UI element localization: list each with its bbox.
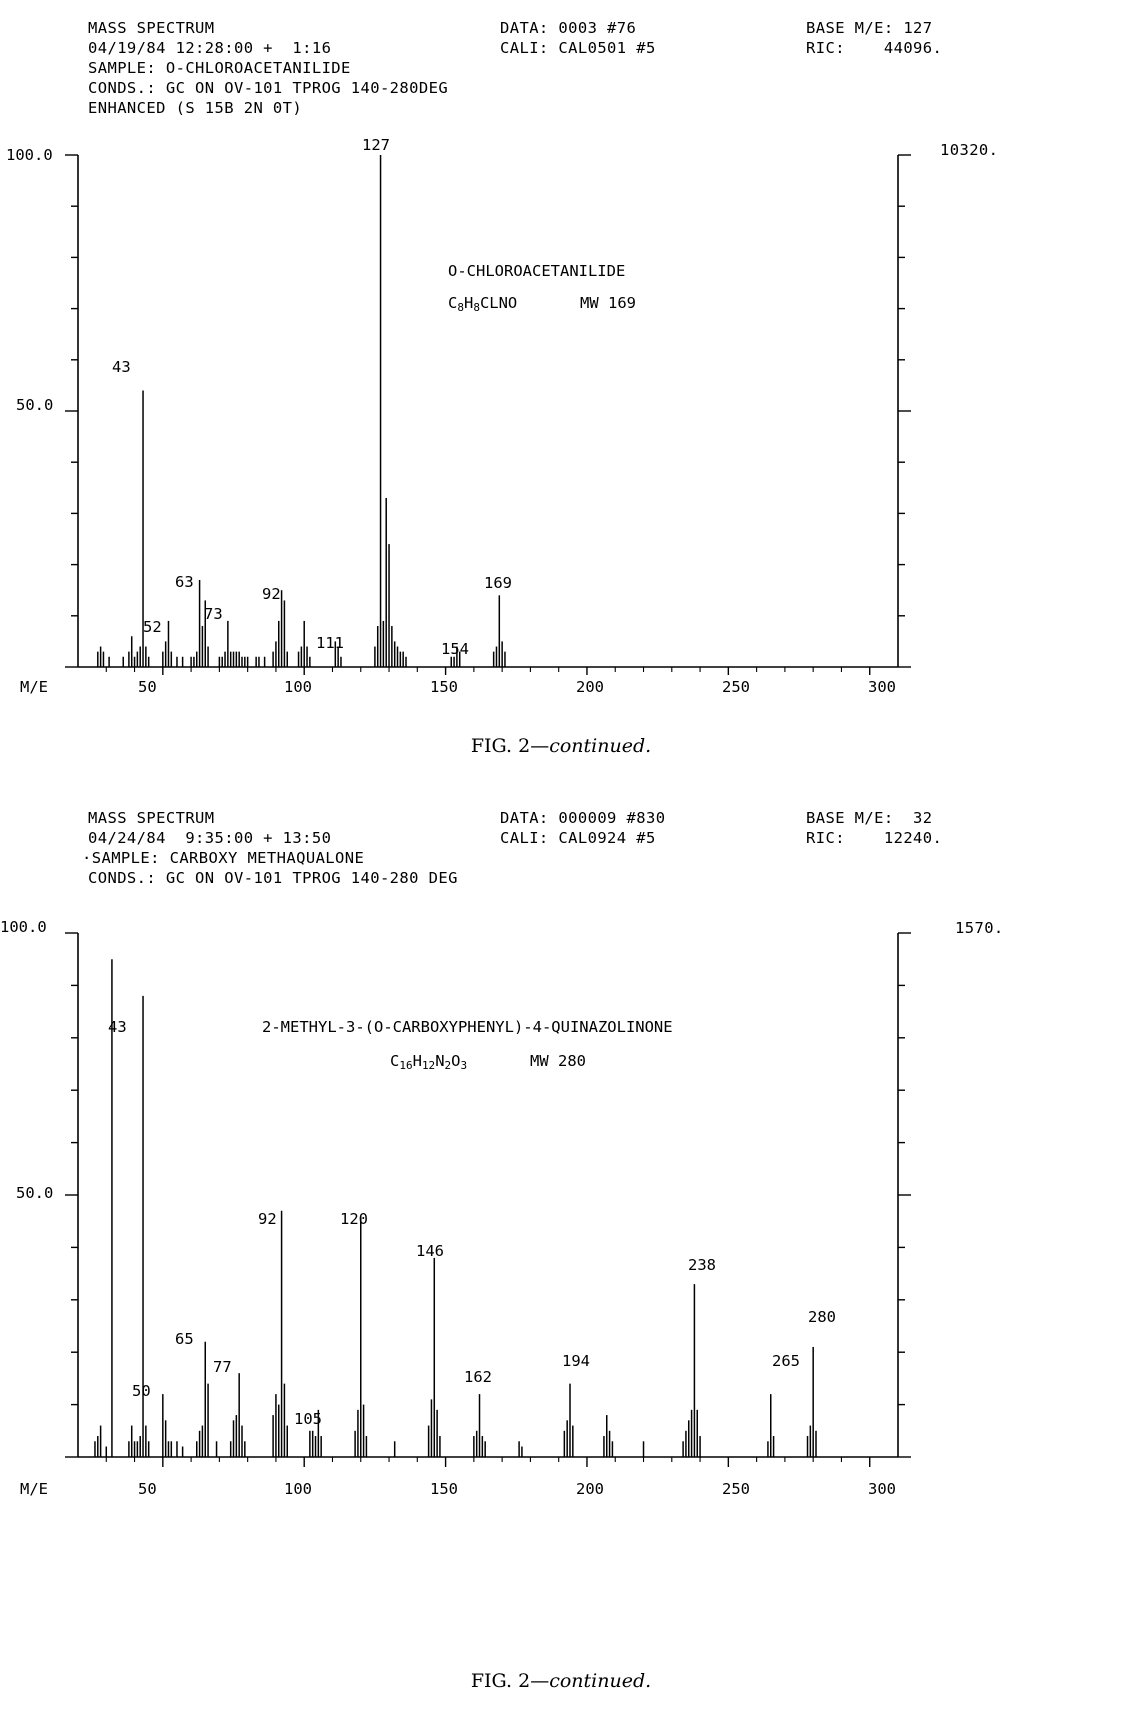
panel2-header-cali: CALI: CAL0924 #5: [500, 829, 656, 847]
panel1-header-base-me: BASE M/E: 127: [806, 19, 933, 37]
panel1-xtick-100: 100: [284, 678, 312, 696]
panel2-header-col1-line3: ·SAMPLE: CARBOXY METHAQUALONE: [82, 849, 365, 867]
panel1-ytick-100: 100.0: [6, 146, 53, 164]
panel2-xaxis-title: M/E: [20, 1480, 48, 1498]
panel1-peak-label-169: 169: [484, 574, 512, 592]
panel2-peak-label-77: 77: [213, 1358, 232, 1376]
panel1-peak-label-43: 43: [112, 358, 131, 376]
panel1-xaxis-title: M/E: [20, 678, 48, 696]
panel2-header-col1-line2: 04/24/84 9:35:00 + 13:50: [88, 829, 332, 847]
panel2-peak-label-238: 238: [688, 1256, 716, 1274]
panel1-peak-label-111: 111: [316, 634, 344, 652]
panel2-xtick-200: 200: [576, 1480, 604, 1498]
panel1-header-data: DATA: 0003 #76: [500, 19, 637, 37]
panel1-peak-label-63: 63: [175, 573, 194, 591]
mass-spectrum-panel-2: [0, 790, 1122, 1727]
panel2-peak-label-50: 50: [132, 1382, 151, 1400]
panel1-header-col1-line5: ENHANCED (S 15B 2N 0T): [88, 99, 303, 117]
panel1-peak-label-73: 73: [204, 605, 223, 623]
mass-spectrum-panel-1: [0, 0, 1122, 800]
panel1-spectrum-plot: [0, 130, 1000, 675]
panel1-peak-label-92: 92: [262, 585, 281, 603]
panel2-xtick-100: 100: [284, 1480, 312, 1498]
panel1-compound-mw: MW 169: [580, 294, 636, 312]
panel1-header-ric: RIC: 44096.: [806, 39, 943, 57]
panel1-header-cali: CALI: CAL0501 #5: [500, 39, 656, 57]
panel2-header-base-me: BASE M/E: 32: [806, 809, 933, 827]
panel1-xtick-50: 50: [138, 678, 157, 696]
panel2-header-col1-line4: CONDS.: GC ON OV-101 TPROG 140-280 DEG: [88, 869, 458, 887]
panel1-header-col1-line1: MASS SPECTRUM: [88, 19, 215, 37]
panel2-header-ric: RIC: 12240.: [806, 829, 943, 847]
panel2-xtick-150: 150: [430, 1480, 458, 1498]
panel2-xtick-50: 50: [138, 1480, 157, 1498]
panel2-peak-label-146: 146: [416, 1242, 444, 1260]
panel1-header-col1-line2: 04/19/84 12:28:00 + 1:16: [88, 39, 332, 57]
panel1-right-scale: 10320.: [940, 141, 999, 159]
panel1-peak-label-154: 154: [441, 640, 469, 658]
panel2-peak-label-43: 43: [108, 1018, 127, 1036]
panel1-header-col1-line3: SAMPLE: O-CHLOROACETANILIDE: [88, 59, 351, 77]
panel1-compound-formula: $C_8H_8CLNO$: [448, 294, 518, 314]
panel1-xtick-200: 200: [576, 678, 604, 696]
panel2-ytick-50: 50.0: [16, 1184, 54, 1202]
panel1-ytick-50: 50.0: [16, 396, 54, 414]
panel2-compound-name: 2-METHYL-3-(O-CARBOXYPHENYL)-4-QUINAZOLINONE: [262, 1018, 673, 1036]
panel1-peak-label-127: 127: [362, 136, 390, 154]
panel2-peak-label-92: 92: [258, 1210, 277, 1228]
panel2-xtick-250: 250: [722, 1480, 750, 1498]
panel2-peak-label-162: 162: [464, 1368, 492, 1386]
panel1-xtick-150: 150: [430, 678, 458, 696]
panel2-peak-label-194: 194: [562, 1352, 590, 1370]
panel1-figure-caption: FIG. 2—continued.: [470, 735, 652, 757]
panel2-ytick-100: 100.0: [0, 918, 47, 936]
panel2-right-scale: 1570.: [955, 919, 1004, 937]
panel2-peak-label-105: 105: [294, 1410, 322, 1428]
panel2-figure-caption: FIG. 2—continued.: [470, 1670, 652, 1692]
panel2-compound-mw: MW 280: [530, 1052, 586, 1070]
panel2-xtick-300: 300: [868, 1480, 896, 1498]
panel2-header-data: DATA: 000009 #830: [500, 809, 666, 827]
panel1-xtick-300: 300: [868, 678, 896, 696]
panel1-compound-name: O-CHLOROACETANILIDE: [448, 262, 626, 280]
panel1-peak-label-52: 52: [143, 618, 162, 636]
panel2-peak-label-280: 280: [808, 1308, 836, 1326]
panel2-peak-label-265: 265: [772, 1352, 800, 1370]
panel2-peak-label-120: 120: [340, 1210, 368, 1228]
panel2-peak-label-65: 65: [175, 1330, 194, 1348]
panel2-spectrum-plot: [0, 908, 1000, 1468]
panel1-xtick-250: 250: [722, 678, 750, 696]
panel1-header-col1-line4: CONDS.: GC ON OV-101 TPROG 140-280DEG: [88, 79, 449, 97]
panel2-header-col1-line1: MASS SPECTRUM: [88, 809, 215, 827]
panel2-compound-formula: $C_{16}H_{12}N_2O_3$: [390, 1052, 468, 1072]
